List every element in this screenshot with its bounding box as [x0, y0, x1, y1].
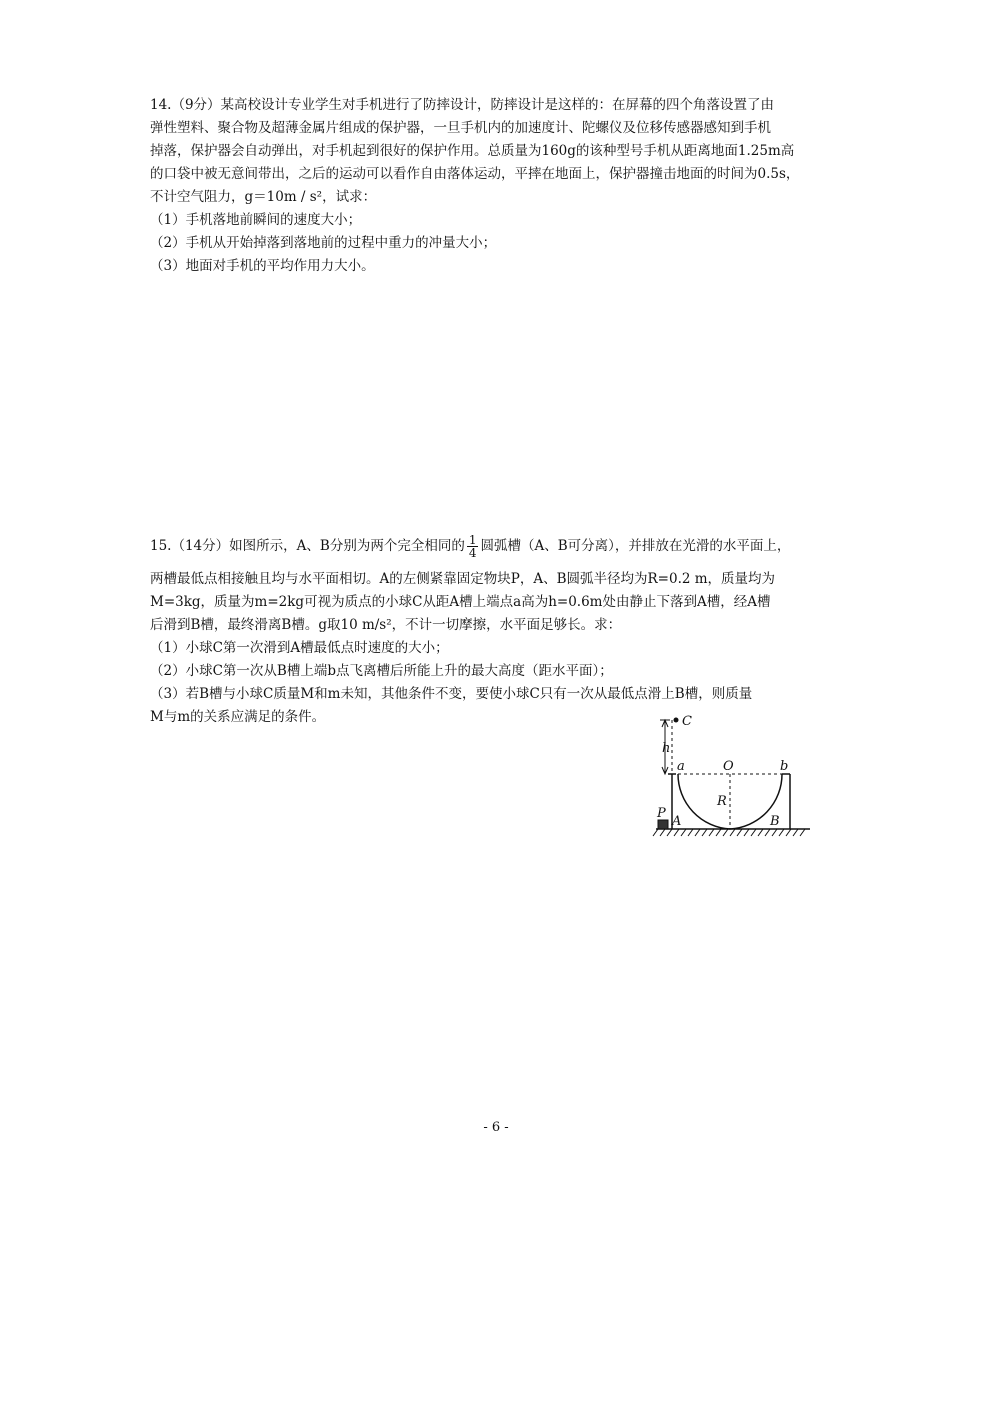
label-o: O	[723, 759, 734, 774]
block-p	[658, 820, 668, 829]
page-number: - 6 -	[483, 1120, 509, 1135]
q14-line-2: 弹性塑料、聚合物及超薄金属片组成的保护器，一旦手机内的加速度计、陀螺仪及位移传感器感知到手机	[150, 120, 771, 136]
q15-sub-3: （3）若B槽与小球C质量M和m未知，其他条件不变，要使小球C只有一次从最低点滑上B槽，则质量	[150, 686, 753, 702]
fraction-numerator: 1	[468, 533, 477, 547]
q15-line-1	[150, 534, 790, 559]
label-b: b	[780, 759, 789, 774]
q14-line-3: 掉落，保护器会自动弹出，对手机起到很好的保护作用。总质量为160g的该种型号手机从距离地面1.25m高	[150, 143, 795, 159]
q14-line-1: 14.（9分）某高校设计专业学生对手机进行了防摔设计，防摔设计是这样的：在屏幕的四个角落设置了由	[150, 97, 775, 113]
q14-sub-1: （1）手机落地前瞬间的速度大小；	[150, 212, 362, 228]
ball-c	[674, 718, 679, 723]
q15-sub-1: （1）小球C第一次滑到A槽最低点时速度的大小；	[150, 640, 449, 656]
label-groove-a: A	[672, 814, 682, 829]
q14-sub-2: （2）手机从开始掉落到落地前的过程中重力的冲量大小；	[150, 235, 497, 251]
arc-groove-diagram	[650, 712, 820, 847]
q15-line-1-post: 圆弧槽（A、B可分离），并排放在光滑的水平面上，	[480, 538, 791, 554]
q15-sub-3-cont: M与m的关系应满足的条件。	[150, 709, 326, 725]
quarter-fraction	[467, 534, 479, 559]
label-h: h	[662, 741, 671, 756]
label-groove-b: B	[770, 814, 780, 829]
q14-sub-3: （3）地面对手机的平均作用力大小。	[150, 258, 375, 274]
label-c: C	[682, 714, 692, 729]
q15-sub-2: （2）小球C第一次从B槽上端b点飞离槽后所能上升的最大高度（距水平面）；	[150, 663, 613, 679]
q15-line-4: 后滑到B槽，最终滑离B槽。g取10 m/s²，不计一切摩擦，水平面足够长。求：	[150, 617, 622, 633]
q15-line-2: 两槽最低点相接触且均与水平面相切。A的左侧紧靠固定物块P，A、B圆弧半径均为R=0.2 m，质量均为	[150, 571, 776, 587]
q14-line-5: 不计空气阻力，g＝10m / s²，试求：	[150, 189, 377, 205]
ground-hatch	[653, 829, 805, 836]
q14-line-4: 的口袋中被无意间带出，之后的运动可以看作自由落体运动，平摔在地面上，保护器撞击地面的时间为0.5s，	[150, 166, 800, 182]
q15-line-3: M=3kg，质量为m=2kg可视为质点的小球C从距A槽上端点a高为h=0.6m处由静止下落到A槽，经A槽	[150, 594, 771, 610]
label-a: a	[677, 759, 685, 774]
fraction-denominator: 4	[468, 546, 477, 560]
label-p: P	[657, 806, 666, 821]
label-r: R	[717, 794, 727, 809]
q15-line-1-pre: 15.（14分）如图所示，A、B分别为两个完全相同的	[150, 538, 465, 554]
